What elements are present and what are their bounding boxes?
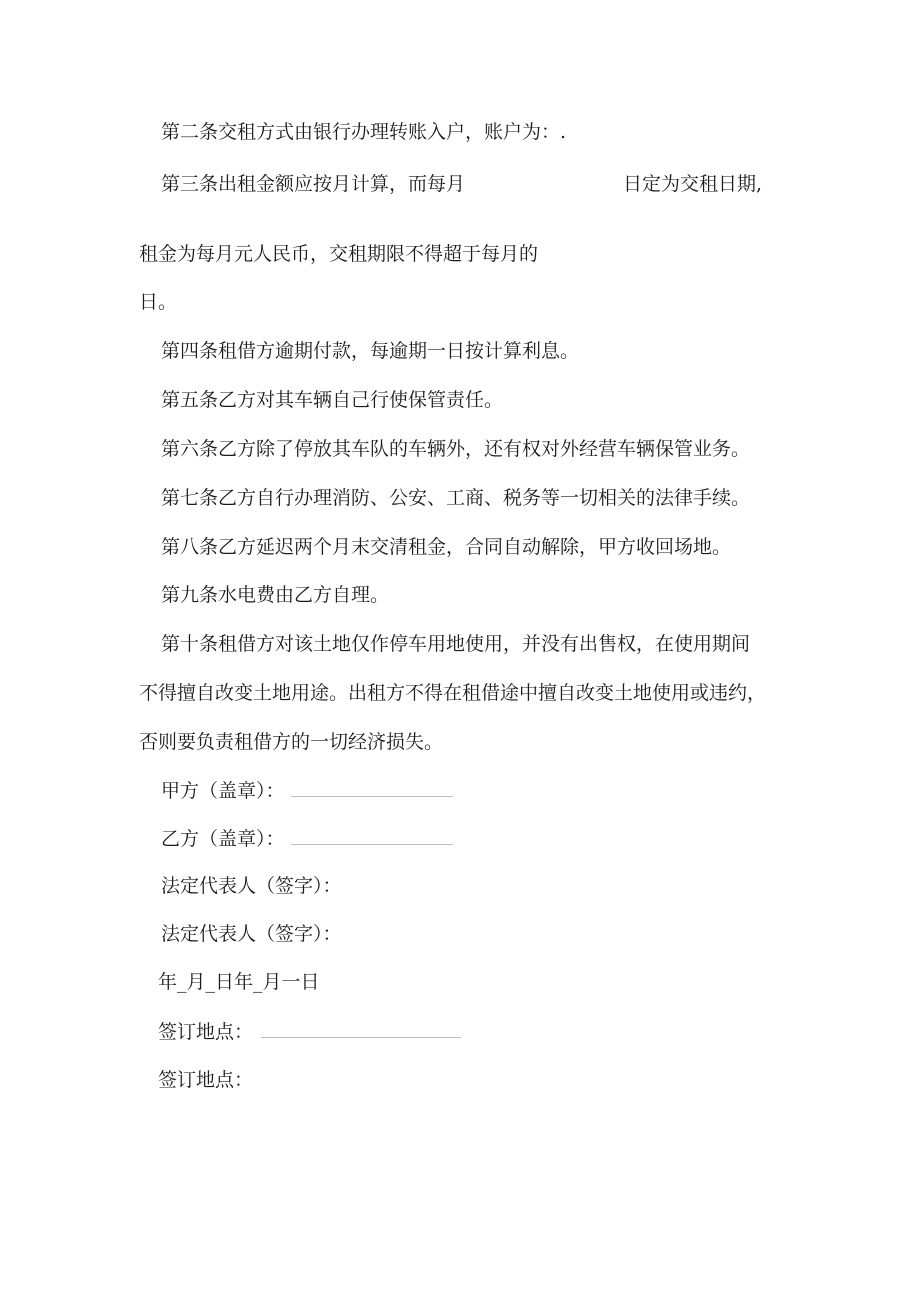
party-b-seal-field[interactable] — [291, 826, 453, 845]
clause-2: 第二条交租方式由银行办理转账入户，账户为：. — [161, 121, 567, 143]
party-b-label: 乙方（盖章）： — [161, 828, 285, 850]
clause-3-part-1: 第三条出租金额应按月计算，而每月 — [161, 173, 466, 195]
party-a-seal-field[interactable] — [291, 778, 453, 797]
clause-3-part-4: 日。 — [139, 291, 178, 313]
clause-5: 第五条乙方对其车辆自己行使保管责任。 — [161, 389, 504, 411]
clause-10-line-3: 否则要负责租借方的一切经济损失。 — [139, 731, 444, 753]
clause-6: 第六条乙方除了停放其车队的车辆外，还有权对外经营车辆保管业务。 — [161, 438, 751, 460]
clause-10-line-2: 不得擅自改变土地用途。出租方不得在租借途中擅自改变土地使用或违约， — [139, 682, 767, 704]
place-a-label: 签订地点： — [158, 1021, 254, 1043]
place-a-row — [158, 1019, 461, 1043]
clause-4: 第四条租借方逾期付款，每逾期一日按计算利息。 — [161, 340, 580, 362]
clause-9: 第九条水电费由乙方自理。 — [161, 584, 390, 606]
clause-10-line-1: 第十条租借方对该土地仅作停车用地使用，并没有出售权，在使用期间 — [161, 633, 751, 655]
rep-a-label: 法定代表人（签字）： — [161, 875, 342, 897]
party-a-label: 甲方（盖章）： — [161, 780, 285, 802]
rep-b-label: 法定代表人（签字）： — [161, 923, 342, 945]
place-a-field[interactable] — [261, 1019, 461, 1038]
party-b-signature-row — [161, 826, 453, 850]
clause-8: 第八条乙方延迟两个月末交清租金，合同自动解除，甲方收回场地。 — [161, 536, 732, 558]
place-b-label: 签订地点： — [158, 1069, 254, 1091]
clause-7: 第七条乙方自行办理消防、公安、工商、税务等一切相关的法律手续。 — [161, 487, 751, 509]
clause-3-part-3: 租金为每月元人民币，交租期限不得超于每月的 — [139, 243, 539, 265]
clause-3-part-2: 日定为交租日期, — [623, 173, 763, 195]
party-a-signature-row — [161, 778, 453, 802]
date-line: 年_月_日年_月一日 — [158, 971, 320, 993]
